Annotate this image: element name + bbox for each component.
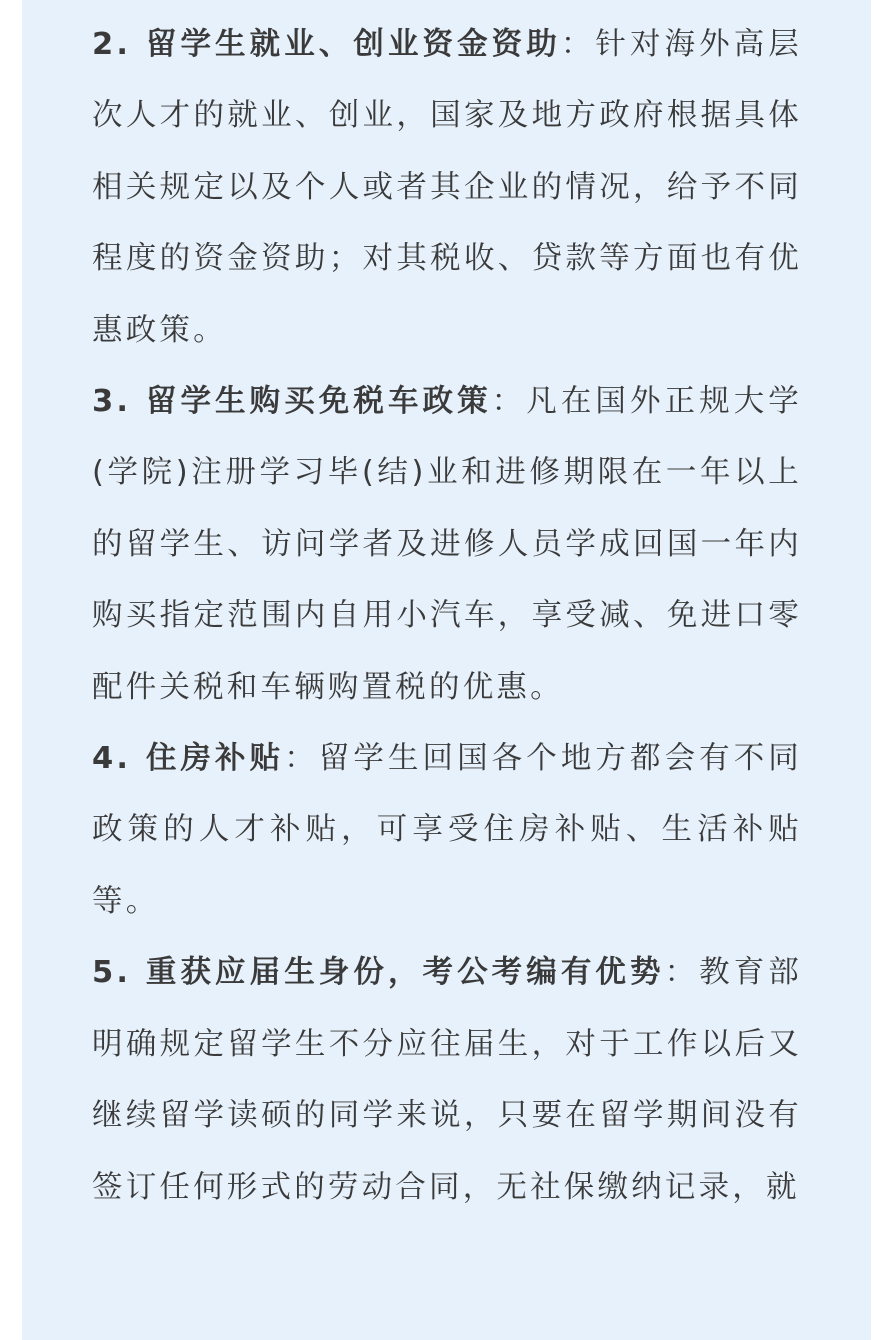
policy-item-5 bbox=[92, 937, 802, 1223]
policy-text: 针对海外高层次人才的就业、创业，国家及地方政府根据具体相关规定以及个人或者其企业的情况，给予不同程度的资金资助；对其税收、贷款等方面也有优惠政策。 bbox=[92, 27, 802, 348]
separator: ： bbox=[560, 27, 596, 62]
policy-text: 凡在国外正规大学(学院)注册学习毕(结)业和进修期限在一年以上的留学生、访问学者及进修人员学成回国一年内购买指定范围内自用小汽车，享受减、免进口零配件关税和车辆购置税的优惠。 bbox=[92, 384, 802, 705]
separator: ： bbox=[491, 384, 527, 420]
policy-text: 留学生回国各个地方都会有不同政策的人才补贴，可享受住房补贴、生活补贴等。 bbox=[92, 741, 802, 919]
separator: ： bbox=[664, 955, 700, 991]
policy-item-3 bbox=[92, 366, 802, 723]
policy-heading: 2. 留学生就业、创业资金资助 bbox=[92, 27, 561, 62]
article-card bbox=[22, 0, 871, 1340]
policy-item-4 bbox=[92, 723, 802, 937]
policy-heading: 5. 重获应届生身份，考公考编有优势 bbox=[92, 955, 665, 991]
article-body bbox=[92, 9, 802, 1223]
separator: ： bbox=[284, 741, 319, 777]
policy-heading: 4. 住房补贴 bbox=[92, 741, 285, 777]
policy-heading: 3. 留学生购买免税车政策 bbox=[92, 384, 492, 420]
policy-text: 教育部明确规定留学生不分应往届生，对于工作以后又继续留学读硕的同学来说，只要在留学期间没有签订任何形式的劳动合同，无社保缴纳记录，就 bbox=[92, 955, 802, 1205]
policy-item-2 bbox=[92, 9, 802, 366]
